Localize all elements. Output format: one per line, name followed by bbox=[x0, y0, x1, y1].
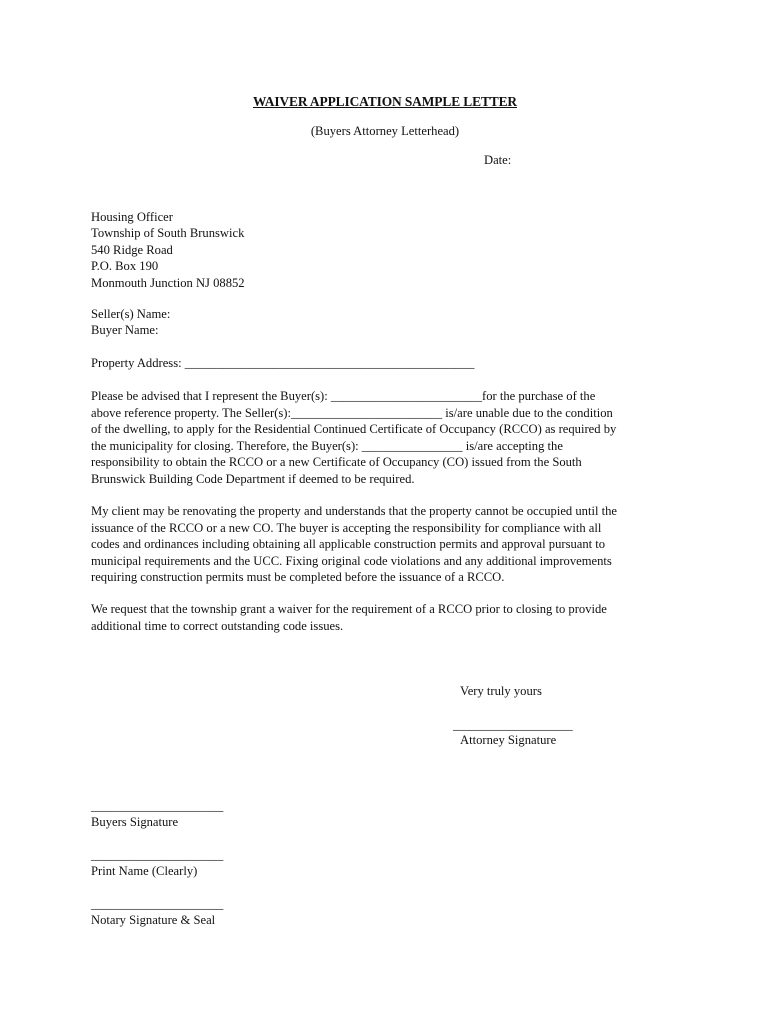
attorney-signature-line: ___________________ bbox=[453, 718, 573, 732]
address-line: Monmouth Junction NJ 08852 bbox=[91, 275, 245, 290]
paragraph-representation bbox=[91, 388, 691, 488]
paragraph-line: issuance of the RCCO or a new CO. The buyer is accepting the responsibility for compliance with all bbox=[91, 520, 602, 535]
date-label: Date: bbox=[484, 153, 512, 167]
paragraph-renovation bbox=[91, 503, 691, 586]
attorney-signature-label: Attorney Signature bbox=[460, 733, 557, 747]
address-line: Housing Officer bbox=[91, 210, 173, 224]
party-names bbox=[91, 306, 170, 339]
property-address-line: Property Address: ______________________________________________ bbox=[91, 356, 475, 370]
paragraph-line: We request that the township grant a waiver for the requirement of a RCCO prior to closing to provide bbox=[91, 602, 607, 616]
address-line: P.O. Box 190 bbox=[91, 259, 159, 274]
closing-salutation: Very truly yours bbox=[460, 684, 542, 698]
notary-signature-line: _____________________ bbox=[91, 897, 224, 911]
paragraph-line: the municipality for closing. Therefore, the Buyer(s): ________________ is/are accepting the bbox=[91, 438, 563, 453]
paragraph-request bbox=[91, 601, 691, 634]
paragraph-line: Please be advised that I represent the Buyer(s): ________________________for the purchase of the bbox=[91, 389, 596, 403]
paragraph-line: above reference property. The Seller(s):________________________ is/are unable due to the condition bbox=[91, 405, 613, 420]
buyer-name-label: Buyer Name: bbox=[91, 323, 159, 338]
paragraph-line: codes and ordinances including obtaining all applicable construction permits and approval pursuant to bbox=[91, 537, 606, 552]
paragraph-line: My client may be renovating the property and understands that the property cannot be occupied until the bbox=[91, 504, 617, 518]
buyer-signature-line: _____________________ bbox=[91, 799, 224, 813]
paragraph-line: municipal requirements and the UCC. Fixing original code violations and any additional improvements bbox=[91, 553, 612, 568]
paragraph-line: additional time to correct outstanding code issues. bbox=[91, 618, 344, 633]
letterhead-note: (Buyers Attorney Letterhead) bbox=[310, 124, 460, 138]
paragraph-line: of the dwelling, to apply for the Residential Continued Certificate of Occupancy (RCCO) as required by bbox=[91, 422, 617, 437]
seller-name-label: Seller(s) Name: bbox=[91, 307, 171, 321]
address-line: 540 Ridge Road bbox=[91, 242, 173, 257]
paragraph-line: Brunswick Building Code Department if deemed to be required. bbox=[91, 471, 415, 486]
page-title: WAIVER APPLICATION SAMPLE LETTER bbox=[252, 94, 518, 109]
recipient-address bbox=[91, 209, 245, 291]
notary-signature-label: Notary Signature & Seal bbox=[91, 913, 216, 927]
print-name-label: Print Name (Clearly) bbox=[91, 864, 198, 878]
buyer-signature-label: Buyers Signature bbox=[91, 815, 179, 829]
print-name-line: _____________________ bbox=[91, 848, 224, 862]
paragraph-line: responsibility to obtain the RCCO or a new Certificate of Occupancy (CO) issued from the South bbox=[91, 455, 582, 470]
address-line: Township of South Brunswick bbox=[91, 226, 245, 241]
paragraph-line: requiring construction permits must be completed before the issuance of a RCCO. bbox=[91, 570, 505, 585]
